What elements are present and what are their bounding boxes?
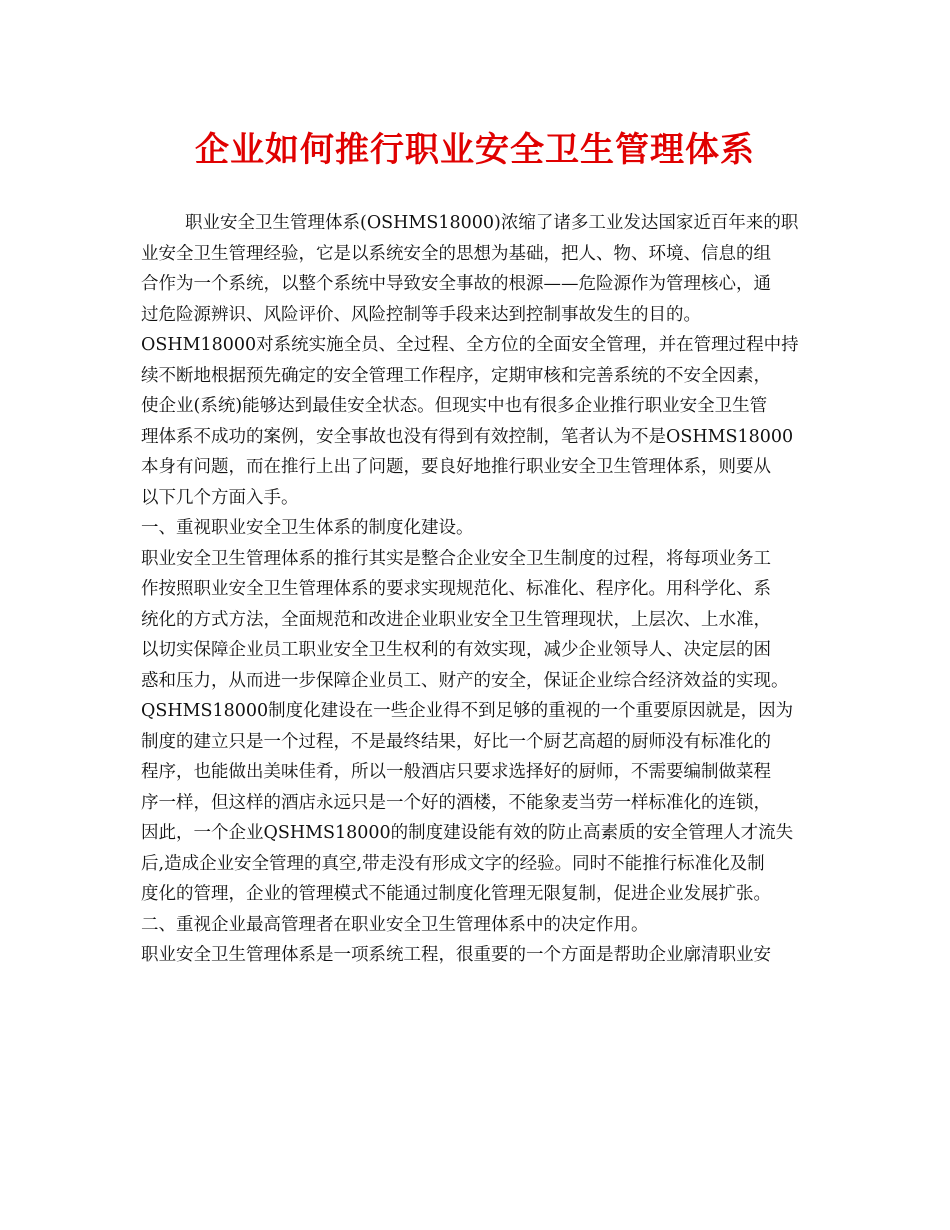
paragraph-line: 程序，也能做出美味佳肴，所以一般酒店只要求选择好的厨师，不需要编制做菜程 bbox=[141, 762, 771, 782]
paragraph-line: 理体系不成功的案例，安全事故也没有得到有效控制，笔者认为不是OSHMS18000 bbox=[141, 426, 794, 447]
paragraph-line: 因此，一个企业QSHMS18000的制度建设能有效的防止高素质的安全管理人才流失 bbox=[141, 823, 794, 843]
paragraph-line: 过危险源辨识、风险评价、风险控制等手段来达到控制事故发生的目的。 bbox=[141, 304, 701, 325]
paragraph-line: 职业安全卫生管理体系(OSHMS18000)浓缩了诸多工业发达国家近百年来的职 bbox=[185, 213, 799, 233]
section-heading: 一、重视职业安全卫生体系的制度化建设。 bbox=[141, 518, 474, 538]
paragraph-line: 本身有问题，而在推行上出了问题，要良好地推行职业安全卫生管理体系，则要从 bbox=[141, 457, 771, 477]
paragraph-line: OSHM18000对系统实施全员、全过程、全方位的全面安全管理，并在管理过程中持 bbox=[141, 335, 799, 355]
paragraph-line: 序一样，但这样的酒店永远只是一个好的酒楼，不能象麦当劳一样标准化的连锁， bbox=[141, 792, 771, 813]
paragraph-line: 作按照职业安全卫生管理体系的要求实现规范化、标准化、程序化。用科学化、系 bbox=[141, 579, 771, 599]
paragraph-line: 使企业(系统)能够达到最佳安全状态。但现实中也有很多企业推行职业安全卫生管 bbox=[141, 396, 768, 416]
paragraph-line: 业安全卫生管理经验，它是以系统安全的思想为基础，把人、物、环境、信息的组 bbox=[141, 243, 771, 264]
paragraph-line: 合作为一个系统，以整个系统中导致安全事故的根源——危险源作为管理核心，通 bbox=[141, 274, 771, 294]
section-heading: 二、重视企业最高管理者在职业安全卫生管理体系中的决定作用。 bbox=[141, 914, 649, 935]
paragraph-line: 以下几个方面入手。 bbox=[141, 487, 299, 508]
paragraph-line: 度化的管理，企业的管理模式不能通过制度化管理无限复制，促进企业发展扩张。 bbox=[141, 884, 771, 904]
document-title: 企业如何推行职业安全卫生管理体系 bbox=[195, 130, 755, 170]
paragraph-line: 后,造成企业安全管理的真空,带走没有形成文字的经验。同时不能推行标准化及制 bbox=[141, 853, 765, 874]
paragraph-line: 续不断地根据预先确定的安全管理工作程序，定期审核和完善系统的不安全因素， bbox=[141, 365, 771, 386]
paragraph-line: 职业安全卫生管理体系的推行其实是整合企业安全卫生制度的过程，将每项业务工 bbox=[141, 548, 771, 569]
document-body bbox=[141, 208, 831, 971]
paragraph-line: 以切实保障企业员工职业安全卫生权利的有效实现，减少企业领导人、决定层的困 bbox=[141, 640, 771, 660]
paragraph-line: 职业安全卫生管理体系是一项系统工程，很重要的一个方面是帮助企业廓清职业安 bbox=[141, 945, 771, 965]
paragraph-line: 惑和压力，从而进一步保障企业员工、财产的安全，保证企业综合经济效益的实现。 bbox=[141, 670, 789, 691]
paragraph-line: 制度的建立只是一个过程，不是最终结果，好比一个厨艺高超的厨师没有标准化的 bbox=[141, 731, 771, 752]
paragraph-line: QSHMS18000制度化建设在一些企业得不到足够的重视的一个重要原因就是，因为 bbox=[141, 701, 794, 721]
paragraph-line: 统化的方式方法，全面规范和改进企业职业安全卫生管理现状，上层次、上水准， bbox=[141, 609, 771, 630]
